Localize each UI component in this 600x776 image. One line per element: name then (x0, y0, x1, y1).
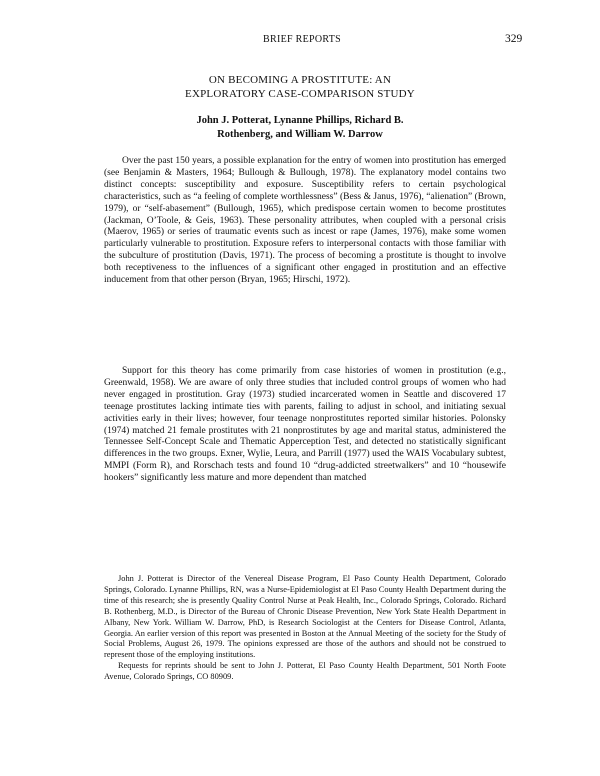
paragraph-text: Support for this theory has come primarily from case histories of women in prostitution (e.g., Greenwald, 1958). We are aware of only three studies that included control groups of women who had never engaged in prostitution. Gray (1973) studied incarcerated women in Seattle and discovered 17 teenage prostitutes lacking intimate ties with parents, failing to adjust in school, and initiating sexual activities early in their lives; however, four teenage nonprostitutes reported similar histories. Polonsky (1974) matched 21 female prostitutes with 21 nonprostitutes by age and marital status, administered the Tennessee Self-Concept Scale and Thematic Apperception Test, and detected no statistically significant differences in the two groups. Exner, Wylie, Leura, and Parrill (1977) used the WAIS Vocabulary subtest, MMPI (Form R), and Rorschach tests and found 10 “drug-addicted streetwalkers” and 10 “housewife hookers” significantly less mature and more dependent than matched (104, 366, 506, 484)
author-affiliation-note: John J. Potterat is Director of the Venereal Disease Program, El Paso County Health Department, Colorado Springs, Colorado. Lynanne Phillips, RN, was a Nurse-Epidemiologist at El Paso County Health Department during the time of this research; she is presently Quality Control Nurse at Peak Health, Inc., Colorado Springs, Colorado. Richard B. Rothenberg, M.D., is Director of the Bureau of Chronic Disease Prevention, New York State Health Department in Albany, New York. William W. Darrow, PhD, is Research Sociologist at the Centers for Disease Control, Atlanta, Georgia. An earlier version of this report was presented in Boston at the Annual Meeting of the society for the Study of Social Problems, August 26, 1979. The opinions expressed are those of the authors and should not be construed to represent those of the employing institutions. (104, 574, 506, 660)
article-title (110, 73, 490, 101)
page-header (0, 34, 600, 48)
title-line-1: ON BECOMING A PROSTITUTE: AN (208, 74, 392, 86)
paragraph-text: Over the past 150 years, a possible explanation for the entry of women into prostitution has emerged (see Benjamin & Masters, 1964; Bullough & Bullough, 1978). The explanatory model contains two distinct concepts: susceptibility and exposure. Susceptibility refers to certain psychological characteristics, such as “a feeling of complete worthlessness” (Bess & Janus, 1976), “alienation” (Brown, 1979), or “self-abasement” (Bullough, 1965), which predispose certain women to become prostitutes (Jackman, O’Toole, & Geis, 1963). These personality attributes, when coupled with a personal crisis (Maerov, 1965) or series of traumatic events such as incest or rape (James, 1976), make some women particularly vulnerable to prostitution. Exposure refers to interpersonal contacts with those familiar with the subculture of prostitution (Davis, 1971). The process of becoming a prostitute is thought to involve both receptiveness to the influences of a significant other engaged in prostitution and an effective inducement from that other person (Bryan, 1965; Hirschi, 1972). (104, 156, 506, 286)
reprint-request-note: Requests for reprints should be sent to John J. Potterat, El Paso County Health Department, 501 North Foote Avenue, Colorado Springs, CO 80909. (104, 661, 506, 682)
authors-line-2: Rothenberg, and William W. Darrow (217, 128, 383, 140)
running-head: BRIEF REPORTS (263, 34, 342, 45)
author-list (110, 114, 490, 141)
body-paragraph-2 (104, 366, 506, 485)
title-line-2: EXPLORATORY CASE-COMPARISON STUDY (185, 88, 415, 100)
page-number: 329 (505, 33, 523, 45)
authors-line-1: John J. Potterat, Lynanne Phillips, Richard B. (196, 115, 404, 126)
footnotes (104, 574, 506, 683)
body-paragraph-1 (104, 156, 506, 287)
